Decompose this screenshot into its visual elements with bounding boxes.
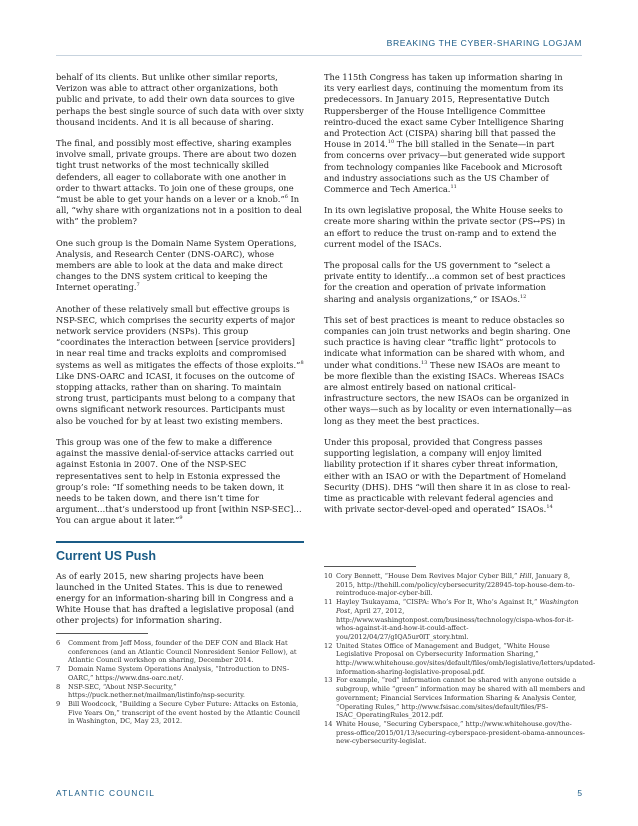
body-paragraph: Under this proposal, provided that Congress passes supporting legislation, a company will enjoy limited liability protection if it shares cyber threat information, either with an ISAO or with the Department of Homeland Security (DHS). DHS “will then share it in as close to real-time as practicable with relevant federal agencies and with private sector-devel-oped and operated” ISAOs.$^{14}$	[324, 436, 571, 515]
footnote-divider	[56, 633, 148, 634]
section-title: Current US Push	[56, 541, 304, 563]
footnote-item: 6 Comment from Jeff Moss, founder of the DEF CON and Black Hat conferences (and an Atlantic Council Nonresident Senior Fellow), at Atlantic Council workshop on sharing, December 2014.	[56, 639, 297, 665]
footnotes-left	[56, 633, 306, 726]
footnote-item: 14 White House, “Securing Cyberspace,” http://www.whitehouse.gov/the-press-office/2015/01/13/securing-cyberspace-president-obama-announces-new-cybersecurity-legislat.	[324, 719, 585, 746]
footnote-item: 11 Hayley Tsukayama, “CISPA: Who’s For It, Who’s Against It,” Washington Post, April 27, 2012, http://www.washingtonpost.com/business/technology/cispa-whos-for-it-whos-against-it-and-how-it-could-affect-you/2012/04/27/gIQA5ur0lT_story.html.	[324, 598, 579, 641]
body-paragraph: The proposal calls for the US government to “select a private entity to identify…a common set of best practices for the creation and operation of private information sharing and analysis organizations,” or ISAOs.$^{12}$	[324, 260, 566, 304]
left-column	[56, 72, 304, 637]
footnote-item: 9 Bill Woodcock, “Building a Secure Cyber Future: Attacks on Estonia, Five Years On,” transcript of the event hosted by the Atlantic Council in Washington, DC, May 23, 2012.	[56, 699, 301, 726]
footnote-ref[interactable]: 12	[519, 293, 527, 300]
page-number: 5	[577, 788, 582, 798]
body-paragraph: This set of best practices is meant to reduce obstacles so companies can join trust networks and begin sharing. One such practice is having clear “traffic light” protocols to indicate what information can be shared with whom, and under what conditions.$^{13}$ These new ISAOs are meant to be more flexible than the existing ISACs. Whereas ISACs are almost entirely based on national critical-infrastructure sectors, the new ISAOs can be organized in other ways—such as by locality or even internationally—as long as they meet the best practices.	[324, 314, 572, 426]
body-paragraph: The final, and possibly most effective, sharing examples involve small, private groups. There are about two dozen tight trust networks of the most technically skilled defenders, all eager to collaborate with one another in order to thwart attacks. To join one of these groups, one “must be able to get your hands on a lever or a knob.”$^6$ In all, “why share with organizations not in a position to deal with” the problem?	[56, 138, 302, 227]
running-header: BREAKING THE CYBER-SHARING LOGJAM	[386, 38, 582, 48]
body-paragraph: The 115th Congress has taken up information sharing in its very earliest days, continuing the momentum from its predecessors. In January 2015, Representative Dutch Ruppersberger of the House Intelligence Committee reintro-duced the exact same Cyber Intelligence Sharing and Protection Act (CISPA) sharing bill that passed the House in 2014.10 The bill stalled in the Senate—in part from concerns over privacy—but generated wide support from technology companies like Facebook and Microsoft and industry associations such as the US Chamber of Commerce and Tech America.$^{11}$	[324, 72, 566, 195]
footnote-item: 13 For example, “red” information cannot be shared with anyone outside a subgroup, while “green” information may be shared with all members and government; Financial Services Information Sharing & Analysis Center, “Operating Rules,” http://www.fsisac.com/sites/default/files/FS-ISAC_OperatingRules_2012.pdf.	[324, 676, 586, 720]
footnote-ref[interactable]: 11	[450, 184, 457, 191]
body-paragraph: As of early 2015, new sharing projects have been launched in the United States. This is due to renewed energy for an information-sharing bill in Congress and a White House that has drafted a legislative proposal (and other projects) for information sharing.	[56, 570, 295, 626]
footnote-item: 8 NSP-SEC, “About NSP-Security,” https://puck.nether.net/mailman/listinfo/nsp-security.	[56, 682, 246, 700]
header-rule	[56, 55, 582, 56]
body-paragraph: One such group is the Domain Name System Operations, Analysis, and Research Center (DNS-OARC), whose members are able to look at the data and make direct changes to the DNS system critical to keeping the Internet operating.$^7$	[56, 237, 297, 293]
footnote-ref[interactable]: 13	[421, 359, 428, 366]
footnote-ref[interactable]: 8	[300, 359, 304, 366]
footnote-ref[interactable]: 10	[387, 139, 395, 146]
footnote-ref[interactable]: 7	[136, 282, 140, 289]
footnote-ref[interactable]: 14	[546, 504, 553, 511]
footnote-divider	[324, 566, 416, 567]
body-paragraph: In its own legislative proposal, the White House seeks to create more sharing within the private sector (PS↔PS) in an effort to reduce the trust on-ramp and to extend the current model of the ISACs.	[324, 205, 566, 249]
body-paragraph: Another of these relatively small but effective groups is NSP-SEC, which comprises the security experts of major network service providers (NSPs). This group “coordinates the interaction between [service providers] in near real time and tracks exploits and compromised systems as well as mitigates the effects of those exploits.”$^8$ Like DNS-OARC and ICASI, it focuses on the outcome of stopping attacks, rather than on sharing. To maintain strong trust, participants must belong to a company that owns significant network resources. Participants must also be vouched for by at least two existing members.	[56, 303, 304, 426]
body-paragraph: This group was one of the few to make a difference against the massive denial-of-service attacks carried out against Estonia in 2007. One of the NSP-SEC representatives sent to help in Estonia expressed the group’s role: “If something needs to be taken down, it needs to be taken down, and there isn’t time for argument…that’s understood up front [within NSP-SEC]…You can argue about it later.”$^9$	[56, 436, 302, 526]
footnote-ref[interactable]: 6	[284, 194, 288, 201]
footer-organization: ATLANTIC COUNCIL	[56, 788, 156, 798]
footnote-ref[interactable]: 9	[179, 515, 183, 522]
body-paragraph: behalf of its clients. But unlike other similar reports, Verizon was able to attract other organizations, both public and private, to add their own data sources to give perhaps the best single source of such data with over sixty thousand incidents. And it is all because of sharing.	[56, 72, 304, 127]
right-column	[324, 72, 572, 525]
footnote-item: 12 United States Office of Management and Budget, “White House Legislative Proposal on Cybersecurity Information Sharing,” http://www.whitehouse.gov/sites/default/files/omb/legislative/letters/updated-information-sharing-legislative-proposal.pdf.	[324, 641, 596, 676]
footnote-item: 10 Cory Bennett, “House Dem Revives Major Cyber Bill,” Hill, January 8, 2015, http://thehill.com/policy/cybersecurity/228945-top-house-dem-to-reintroduce-major-cyber-bill.	[324, 572, 575, 598]
footnote-item: 7 Domain Name System Operations Analysis, “Introduction to DNS-OARC,” https://www.dns-oarc.net/.	[56, 665, 290, 682]
footnotes-right	[324, 566, 596, 746]
